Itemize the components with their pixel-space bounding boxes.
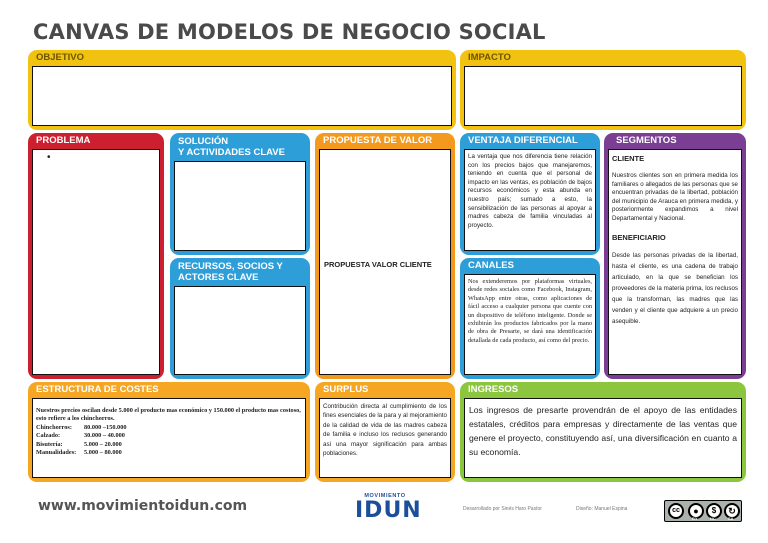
- costes-item-value: 5.000 – 20.000: [84, 440, 122, 448]
- recursos-header: [170, 258, 310, 286]
- solucion-content-area[interactable]: [174, 161, 306, 251]
- propuesta-header: PROPUESTA DE VALOR: [323, 135, 433, 146]
- costes-item: [36, 449, 302, 457]
- surplus-content: Contribución directa al cumplimiento de los fines esenciales de la para y al mejoramiento de la calidad de vida de las madres cabeza de familia e incluso los reclusos generando así una mayor significación para ambas poblaciones.: [323, 403, 447, 458]
- objetivo-header: OBJETIVO: [36, 52, 85, 63]
- ventaja-content: La ventaja que nos diferencia tiene relación con los precios bajos que manejaremos, teniendo en cuenta que el personal de impacto en las ventas, es población de bajos recursos económicos y esta abunda en nuestro país; sumado a esto, la sensibilización de las personas al apoyar a madres cabeza de familia vinculadas al proyecto.: [468, 153, 592, 229]
- cliente-text: Nuestros clientes son en primera medida los familiares o allegados de las personas que se encuentran privadas de la libertad, población del municipio de Arauca en primera medida, y posteriormente expandimos a nivel Departamental y Nacional.: [612, 172, 738, 222]
- recursos-header-line2: ACTORES CLAVE: [178, 272, 259, 283]
- problema-header: PROBLEMA: [36, 135, 91, 146]
- segmentos-content-area[interactable]: [608, 149, 742, 375]
- cliente-title: CLIENTE: [612, 154, 645, 163]
- website-link[interactable]: www.movimientoidun.com: [38, 498, 248, 514]
- costes-header: ESTRUCTURA DE COSTES: [36, 384, 159, 395]
- costes-intro: Nuestros precios oscilan desde 5.000 el producto mas económico y 150.000 el producto mas costoso, esto refiere a los chinchorros.: [36, 407, 301, 423]
- costes-item-value: 80.000 –150.000: [84, 423, 127, 431]
- surplus-content-area[interactable]: [319, 398, 451, 478]
- surplus-header: SURPLUS: [323, 384, 369, 395]
- costes-item: [36, 441, 302, 449]
- recursos-content-area[interactable]: [174, 286, 306, 375]
- nc-label: NC: [710, 516, 716, 521]
- ventaja-header: VENTAJA DIFERENCIAL: [468, 135, 578, 146]
- cc-icon: cc: [668, 503, 684, 519]
- costes-item-name: Manualidades:: [36, 449, 77, 457]
- nc-icon: $: [706, 503, 722, 519]
- sa-label: SA: [728, 516, 734, 521]
- costes-item: [36, 424, 302, 432]
- problema-bullet: •: [47, 152, 51, 163]
- segmentos-section: [604, 133, 746, 379]
- impacto-section: [460, 50, 746, 130]
- page-title: CANVAS DE MODELOS DE NEGOCIO SOCIAL: [33, 20, 546, 44]
- design-credit: Diseño: Manuel Espina: [576, 506, 628, 512]
- solucion-section: [170, 133, 310, 255]
- surplus-section: [315, 382, 455, 482]
- idun-logo: [355, 493, 422, 527]
- costes-item-name: Bisutería:: [36, 440, 63, 448]
- beneficiario-text: Desde las personas privadas de la libertad, hasta el cliente, es una cadena de trabajo articulado, en la que se benefician los proveedores de la materia prima, los reclusos que la transforman, las madres que las venden y el cliente que adquiere a un precio asequible.: [612, 251, 738, 325]
- canales-content-area[interactable]: [464, 274, 596, 375]
- recursos-header-line1: RECURSOS, SOCIOS Y: [178, 261, 283, 272]
- cc-license-badge[interactable]: [664, 500, 742, 522]
- impacto-header: IMPACTO: [468, 52, 511, 63]
- ingresos-content-area[interactable]: [464, 398, 742, 478]
- by-icon: ●: [688, 503, 704, 519]
- propuesta-content-area[interactable]: [319, 149, 451, 375]
- ingresos-header: INGRESOS: [468, 384, 519, 395]
- solucion-header-line2: Y ACTIVIDADES CLAVE: [178, 147, 285, 158]
- costes-item-name: Chinchorros:: [36, 423, 72, 431]
- costes-item-value: 30.000 – 40.000: [84, 432, 125, 440]
- solucion-header-line1: SOLUCIÓN: [178, 136, 229, 147]
- ingresos-content: Los ingresos de presarte provendrán de el apoyo de las entidades estatales, créditos para empresas y directamente de las ventas que genere el proyecto, constituyendo así, una diversificación en cuanto a su economía.: [469, 405, 737, 457]
- developed-by-credit: Desarrollado por Sinés Haro Pastor: [463, 506, 542, 512]
- costes-items: [36, 424, 302, 458]
- recursos-section: [170, 258, 310, 379]
- ingresos-section: [460, 382, 746, 482]
- impacto-content-area[interactable]: [464, 66, 742, 126]
- segmentos-header: SEGMENTOS: [616, 135, 677, 146]
- costes-item-value: 5.000 – 80.000: [84, 449, 122, 457]
- propuesta-content: PROPUESTA VALOR CLIENTE: [324, 260, 432, 269]
- logo-top-text: MOVIMIENTO: [364, 493, 406, 499]
- canales-header: CANALES: [468, 260, 514, 271]
- problema-content-area[interactable]: [32, 149, 160, 375]
- ventaja-content-area[interactable]: [464, 149, 596, 251]
- objetivo-content-area[interactable]: [32, 66, 452, 126]
- sa-icon: ↻: [724, 503, 740, 519]
- costes-item: [36, 432, 302, 440]
- by-label: BY: [692, 516, 698, 521]
- solucion-header: [170, 133, 310, 161]
- canales-content: Nos extenderemos por plataformas virtuales, desde redes sociales como Facebook, Instagram, WhatsApp entre otras, como aplicaciones de fácil acceso a cualquier persona que cuente con un dispositivo de teléfono inteligente. Donde se exhibirán los productos fabricados por la mano de obra de Presarte, se dará una identificación detallada de cada producto, así como del precio.: [468, 278, 592, 344]
- costes-section: [28, 382, 310, 482]
- objetivo-section: [28, 50, 456, 130]
- beneficiario-title: BENEFICIARIO: [612, 232, 666, 242]
- costes-content-area[interactable]: [32, 398, 306, 478]
- logo-main-text: IDUN: [355, 498, 422, 523]
- propuesta-section: [315, 133, 455, 379]
- canales-section: [460, 258, 600, 379]
- ventaja-section: [460, 133, 600, 255]
- costes-item-name: Calzado:: [36, 432, 61, 440]
- problema-section: [28, 133, 164, 379]
